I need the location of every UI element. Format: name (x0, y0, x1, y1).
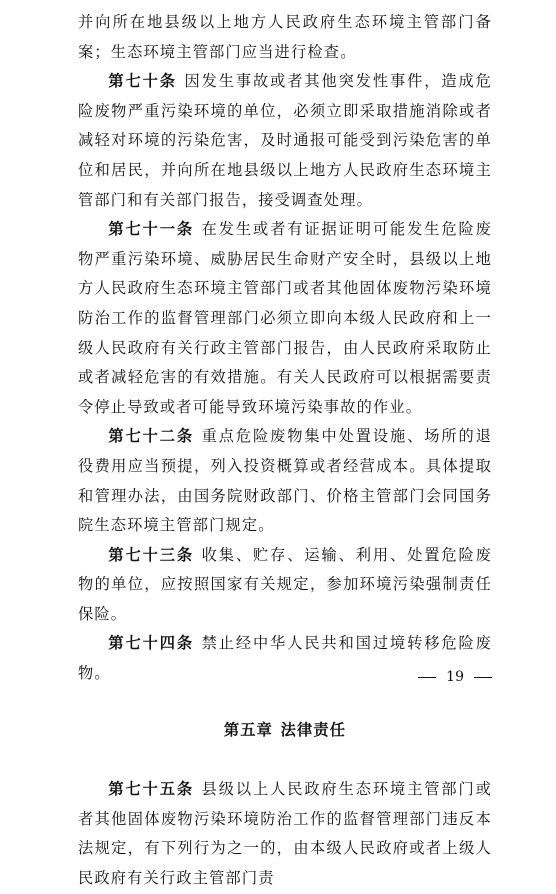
chapter-number: 第五章 (223, 720, 273, 739)
page-number: 19 (446, 669, 464, 685)
article-number: 第七十一条 (108, 220, 195, 239)
paragraph-text: 并向所在地县级以上地方人民政府生态环境主管部门备案；生态环境主管部门应当进行检查。 (78, 13, 492, 61)
chapter-title: 法律责任 (280, 720, 347, 739)
footer-dash-left (418, 677, 436, 678)
article-71 (78, 215, 492, 422)
article-number: 第七十四条 (108, 634, 195, 653)
footer-dash-right (474, 677, 492, 678)
article-text: 禁止经中华人民共和国过境转移危险废物。 (78, 634, 492, 683)
article-number: 第七十二条 (108, 427, 195, 446)
article-75 (78, 775, 492, 893)
article-72 (78, 422, 492, 540)
paragraph-continuation (78, 8, 492, 67)
chapter-heading (78, 716, 492, 746)
article-text: 收集、贮存、运输、利用、处置危险废物的单位，应按照国家有关规定，参加环境污染强制责任保险。 (78, 545, 492, 623)
page-footer (418, 669, 492, 685)
article-70 (78, 67, 492, 215)
article-text: 县级以上人民政府生态环境主管部门或者其他固体废物污染环境防治工作的监督管理部门违反本法规定，有下列行为之一的，由本级人民政府或者上级人民政府有关行政主管部门责 (78, 780, 492, 888)
article-text: 因发生事故或者其他突发性事件，造成危险废物严重污染环境的单位，必须立即采取措施消除或者减轻对环境的污染危害，及时通报可能受到污染危害的单位和居民，并向所在地县级以上地方人民政府生态环境主管部门和有关部门报告，接受调查处理。 (78, 72, 492, 209)
article-number: 第七十三条 (108, 545, 195, 564)
article-number: 第七十条 (108, 72, 177, 91)
article-73 (78, 541, 492, 630)
article-text: 重点危险废物集中处置设施、场所的退役费用应当预提，列入投资概算或者经营成本。具体提取和管理办法，由国务院财政部门、价格主管部门会同国务院生态环境主管部门规定。 (78, 427, 492, 535)
article-number: 第七十五条 (108, 780, 195, 799)
article-text: 在发生或者有证据证明可能发生危险废物严重污染环境、威胁居民生命财产安全时，县级以上地方人民政府生态环境主管部门或者其他固体废物污染环境防治工作的监督管理部门必须立即向本级人民政府和上一级人民政府有关行政主管部门报告，由人民政府采取防止或者减轻危害的有效措施。有关人民政府可以根据需要责令停止导致或者可能导致环境污染事故的作业。 (78, 220, 492, 416)
